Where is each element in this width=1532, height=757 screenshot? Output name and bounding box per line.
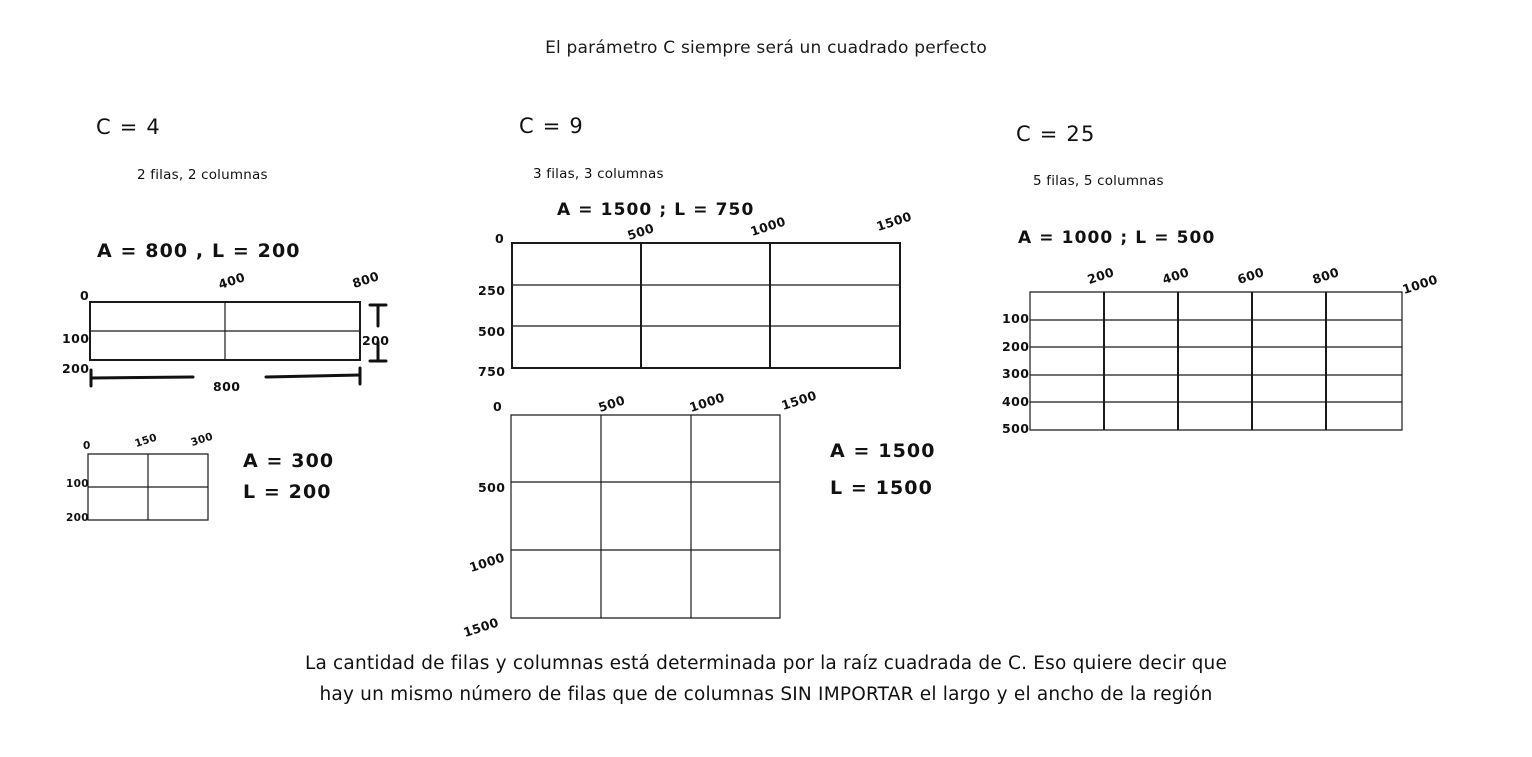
- caption-c9-grid2-a: A = 1500: [830, 440, 936, 462]
- grid-c4-a300: [60, 440, 250, 540]
- ytick-c4a-200: 200: [62, 361, 90, 376]
- ytick-c9a-250: 250: [478, 283, 506, 298]
- xtick-c9a-500: 500: [625, 220, 656, 243]
- ytick-c4b-200: 200: [66, 512, 89, 524]
- caption-c4-grid2-l: L = 200: [243, 481, 332, 503]
- grid-c9-a1500: [480, 225, 930, 385]
- dim-height-c4a: 200: [362, 333, 390, 348]
- caption-c9-grid1: A = 1500 ; L = 750: [557, 200, 755, 220]
- xtick-c25-400: 400: [1160, 264, 1191, 287]
- ytick-c4b-100: 100: [66, 478, 89, 490]
- footer-line-2: hay un mismo número de filas que de columnas SIN IMPORTAR el largo y el ancho de la región: [319, 684, 1213, 705]
- case-label-c9: C = 9: [519, 114, 584, 138]
- case-sub-c9: 3 filas, 3 columnas: [533, 166, 664, 182]
- ytick-c9a-750: 750: [478, 364, 506, 379]
- footer-line-1: La cantidad de filas y columnas está determinada por la raíz cuadrada de C. Eso quiere decir que: [304, 653, 1228, 674]
- ytick-c9b-1000: 1000: [467, 549, 507, 575]
- xtick-c4a-0: 0: [80, 288, 90, 303]
- xtick-c9b-500: 500: [596, 392, 627, 415]
- caption-c9-grid2-l: L = 1500: [830, 477, 933, 499]
- ytick-c25-500: 500: [1002, 421, 1030, 436]
- page-title: El parámetro C siempre será un cuadrado perfecto: [545, 38, 987, 58]
- ytick-c25-300: 300: [1002, 366, 1030, 381]
- xtick-c4b-0: 0: [83, 440, 91, 452]
- xtick-c25-800: 800: [1310, 264, 1341, 287]
- ytick-c25-100: 100: [1002, 311, 1030, 326]
- case-label-c4: C = 4: [96, 115, 161, 139]
- grid-c25: [1000, 280, 1430, 445]
- xtick-c9b-0: 0: [493, 399, 503, 414]
- xtick-c4b-150: 150: [133, 431, 159, 450]
- caption-c25-grid: A = 1000 ; L = 500: [1018, 228, 1216, 248]
- ytick-c4a-100: 100: [62, 331, 90, 346]
- ytick-c25-400: 400: [1002, 394, 1030, 409]
- grid-c9-square: [480, 395, 810, 635]
- xtick-c9b-1000: 1000: [687, 389, 727, 415]
- xtick-c4a-800: 800: [350, 268, 381, 291]
- xtick-c4b-300: 300: [189, 430, 215, 449]
- ytick-c9b-1500: 1500: [461, 614, 501, 640]
- caption-c4-grid2-a: A = 300: [243, 450, 335, 472]
- xtick-c9a-1000: 1000: [748, 213, 788, 239]
- ytick-c9b-500: 500: [478, 480, 506, 495]
- ytick-c25-200: 200: [1002, 339, 1030, 354]
- dim-width-c4a: 800: [213, 379, 241, 394]
- xtick-c25-200: 200: [1085, 264, 1116, 287]
- xtick-c9a-0: 0: [495, 231, 505, 246]
- xtick-c25-1000: 1000: [1400, 271, 1440, 297]
- xtick-c9b-1500: 1500: [779, 387, 819, 413]
- xtick-c25-600: 600: [1235, 264, 1266, 287]
- case-sub-c4: 2 filas, 2 columnas: [137, 167, 268, 183]
- xtick-c4a-400: 400: [216, 269, 247, 292]
- caption-c4-grid1: A = 800 , L = 200: [97, 240, 301, 262]
- xtick-c9a-1500: 1500: [874, 208, 914, 234]
- case-label-c25: C = 25: [1016, 122, 1096, 146]
- case-sub-c25: 5 filas, 5 columnas: [1033, 173, 1164, 189]
- ytick-c9a-500: 500: [478, 324, 506, 339]
